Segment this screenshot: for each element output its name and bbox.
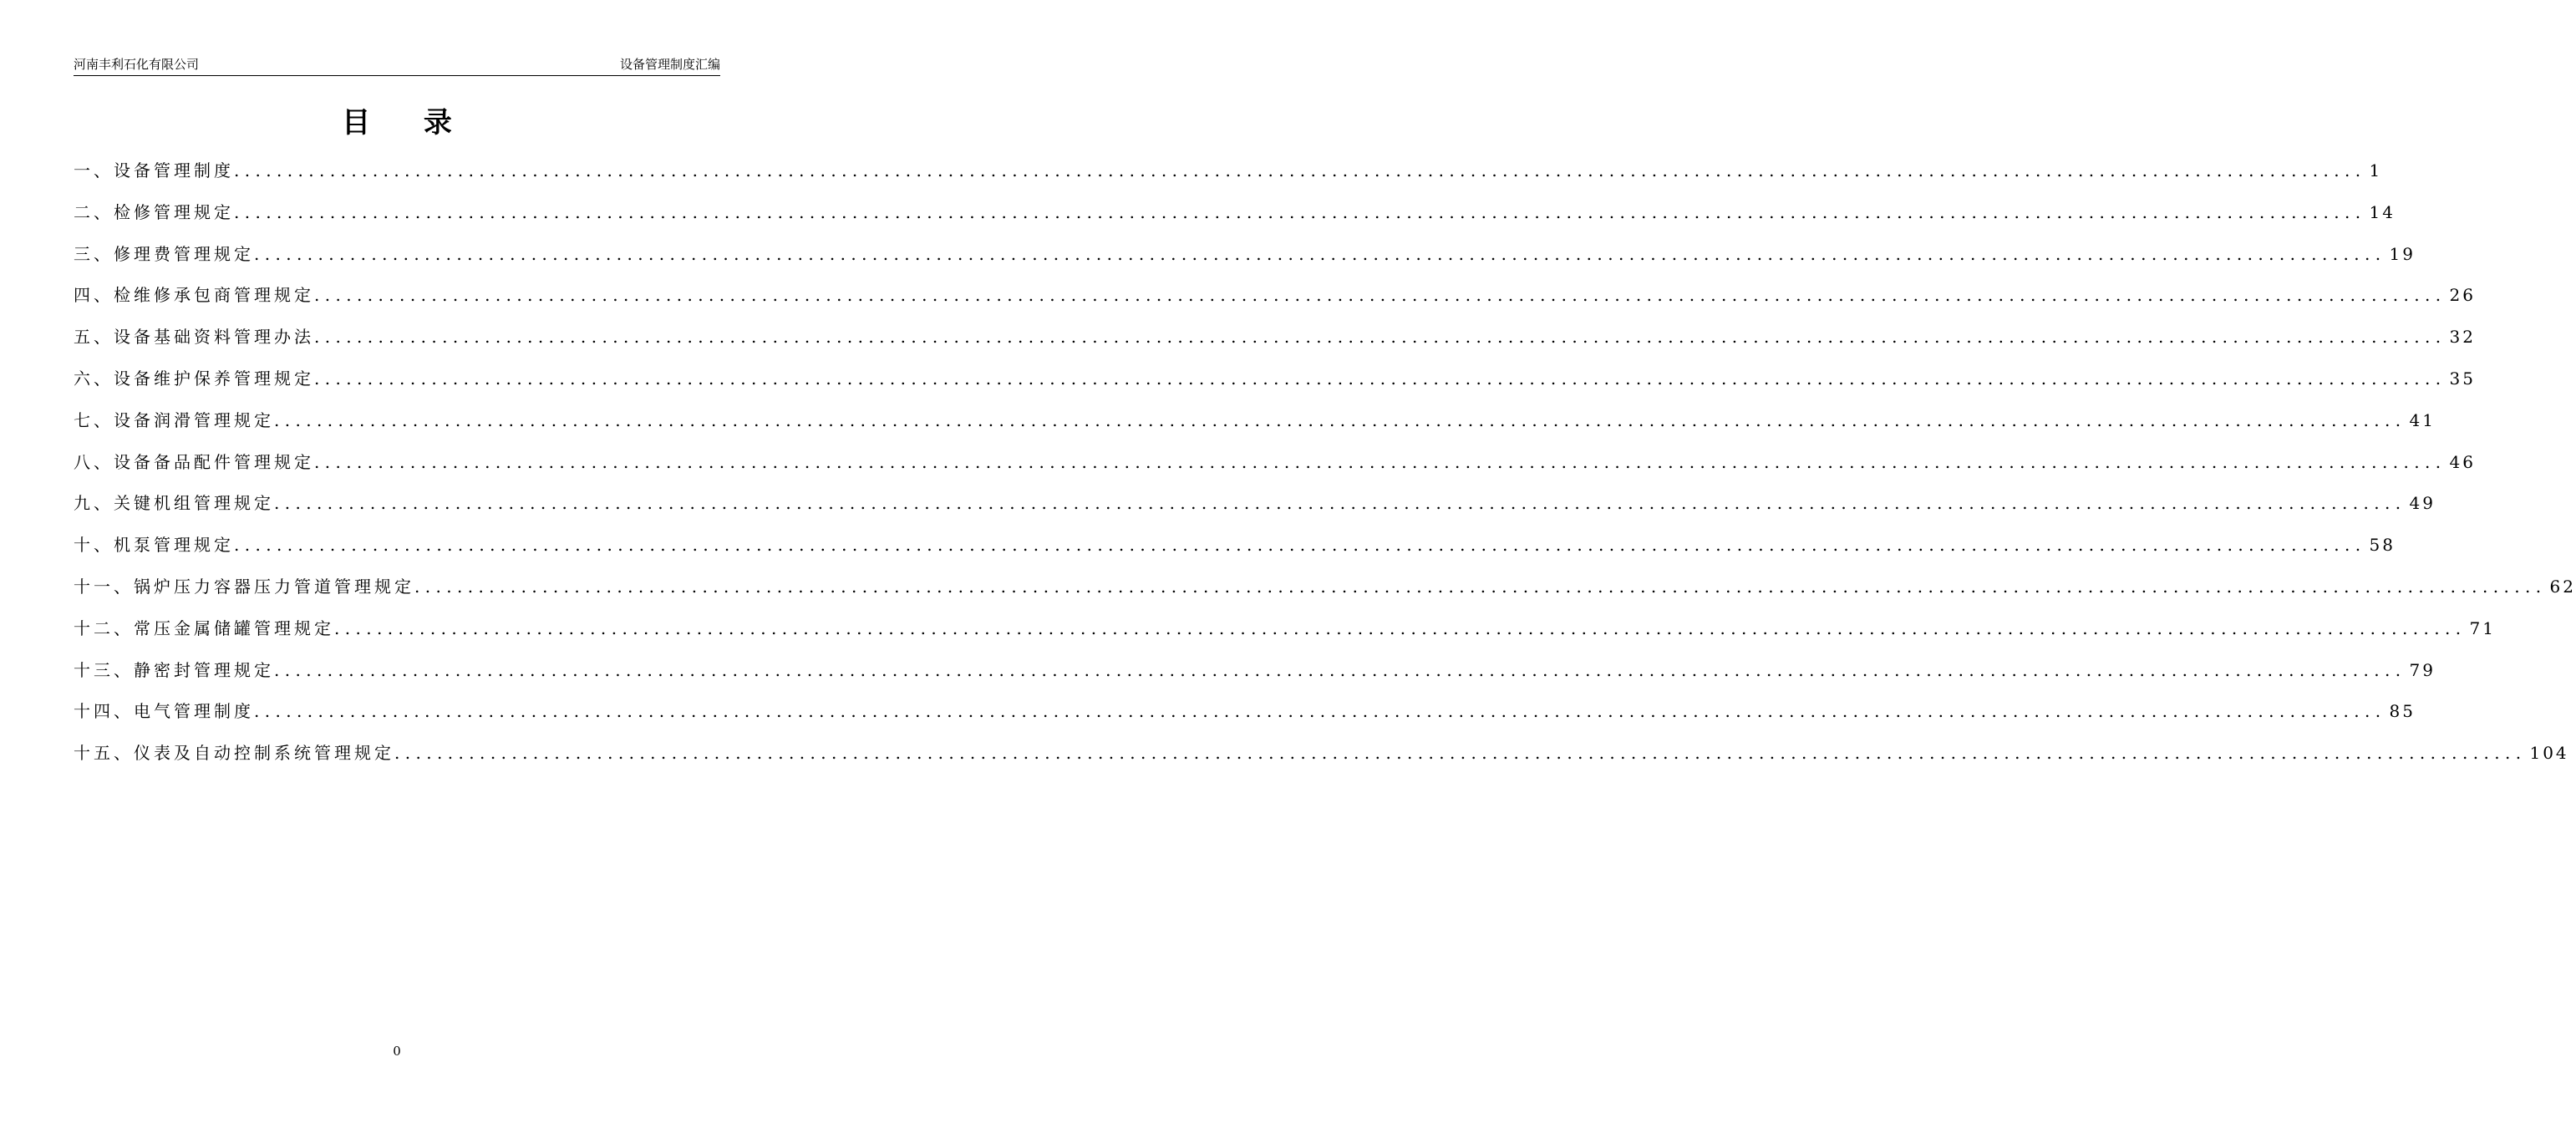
toc-entry-label: 七、设备润滑管理规定 bbox=[74, 409, 274, 430]
toc-entry-label: 十一、锅炉压力容器压力管道管理规定 bbox=[74, 576, 414, 597]
toc-entry-label: 三、修理费管理规定 bbox=[74, 243, 254, 264]
toc-entry[interactable] bbox=[74, 150, 2383, 192]
toc-entry-label: 五、设备基础资料管理办法 bbox=[74, 327, 314, 348]
toc-dot-leader: ........................................................................................................................................................................................................ bbox=[234, 160, 2366, 180]
toc-entry[interactable] bbox=[74, 733, 2569, 775]
toc-entry-page: 1 bbox=[2369, 160, 2383, 180]
page-header bbox=[74, 55, 720, 76]
toc-entry[interactable] bbox=[74, 192, 2396, 234]
toc-entry-label: 八、设备备品配件管理规定 bbox=[74, 451, 314, 472]
toc-entry-page: 71 bbox=[2469, 617, 2496, 638]
toc-entry-page: 35 bbox=[2449, 368, 2476, 389]
toc-entry-page: 32 bbox=[2449, 327, 2476, 348]
toc-dot-leader: ........................................................................................................................................................................................................ bbox=[314, 285, 2446, 306]
toc-entry-page: 85 bbox=[2389, 701, 2416, 722]
toc-entry[interactable] bbox=[74, 525, 2396, 567]
toc-entry-page: 26 bbox=[2449, 285, 2476, 306]
toc-dot-leader: ........................................................................................................................................................................................................ bbox=[314, 368, 2446, 389]
toc-entry[interactable] bbox=[74, 358, 2476, 400]
toc-entry[interactable] bbox=[74, 275, 2476, 317]
header-company-name: 河南丰利石化有限公司 bbox=[74, 57, 200, 72]
toc-entry-page: 79 bbox=[2409, 659, 2436, 680]
toc-dot-leader: ........................................................................................................................................................................................................ bbox=[254, 701, 2386, 722]
toc-dot-leader: ........................................................................................................................................................................................................ bbox=[254, 243, 2386, 264]
toc-entry[interactable] bbox=[74, 234, 2416, 276]
toc-entry-label: 六、设备维护保养管理规定 bbox=[74, 368, 314, 389]
toc-entry-label: 二、检修管理规定 bbox=[74, 201, 234, 222]
toc-entry-page: 62 bbox=[2549, 576, 2576, 597]
toc-entry-label: 十三、静密封管理规定 bbox=[74, 659, 274, 680]
toc-entry-page: 49 bbox=[2409, 493, 2436, 514]
toc-dot-leader: ........................................................................................................................................................................................................ bbox=[234, 535, 2366, 556]
header-document-name: 设备管理制度汇编 bbox=[619, 57, 720, 72]
toc-dot-leader: ........................................................................................................................................................................................................ bbox=[274, 409, 2406, 430]
toc-entry-page: 14 bbox=[2369, 201, 2396, 222]
toc-entry[interactable] bbox=[74, 483, 2436, 525]
toc-entry[interactable] bbox=[74, 567, 2576, 608]
toc-entry-page: 58 bbox=[2369, 535, 2396, 556]
toc-entry-label: 十、机泵管理规定 bbox=[74, 535, 234, 556]
toc-dot-leader: ........................................................................................................................................................................................................ bbox=[394, 743, 2527, 764]
page-number: 0 bbox=[393, 1044, 401, 1059]
toc-entry-label: 十四、电气管理制度 bbox=[74, 701, 254, 722]
toc-entry-label: 九、关键机组管理规定 bbox=[74, 493, 274, 514]
toc-dot-leader: ........................................................................................................................................................................................................ bbox=[314, 327, 2446, 348]
toc-entry-label: 四、检维修承包商管理规定 bbox=[74, 285, 314, 306]
toc-entry-page: 104 bbox=[2529, 743, 2569, 764]
table-of-contents bbox=[74, 150, 2576, 775]
toc-dot-leader: ........................................................................................................................................................................................................ bbox=[334, 617, 2467, 638]
toc-entry-label: 十二、常压金属储罐管理规定 bbox=[74, 617, 334, 638]
toc-entry[interactable] bbox=[74, 650, 2436, 692]
toc-entry[interactable] bbox=[74, 691, 2416, 733]
toc-dot-leader: ........................................................................................................................................................................................................ bbox=[274, 659, 2406, 680]
toc-dot-leader: ........................................................................................................................................................................................................ bbox=[314, 451, 2446, 472]
page-title: 目 录 bbox=[342, 106, 474, 140]
toc-entry[interactable] bbox=[74, 608, 2496, 650]
toc-entry-page: 46 bbox=[2449, 451, 2476, 472]
toc-entry-label: 十五、仪表及自动控制系统管理规定 bbox=[74, 743, 394, 764]
toc-entry-page: 19 bbox=[2389, 243, 2416, 264]
toc-entry-page: 41 bbox=[2409, 409, 2436, 430]
toc-entry-label: 一、设备管理制度 bbox=[74, 160, 234, 180]
toc-dot-leader: ........................................................................................................................................................................................................ bbox=[234, 201, 2366, 222]
toc-entry[interactable] bbox=[74, 400, 2436, 442]
toc-dot-leader: ........................................................................................................................................................................................................ bbox=[274, 493, 2406, 514]
toc-dot-leader: ........................................................................................................................................................................................................ bbox=[414, 576, 2547, 597]
toc-entry[interactable] bbox=[74, 442, 2476, 484]
toc-entry[interactable] bbox=[74, 317, 2476, 358]
